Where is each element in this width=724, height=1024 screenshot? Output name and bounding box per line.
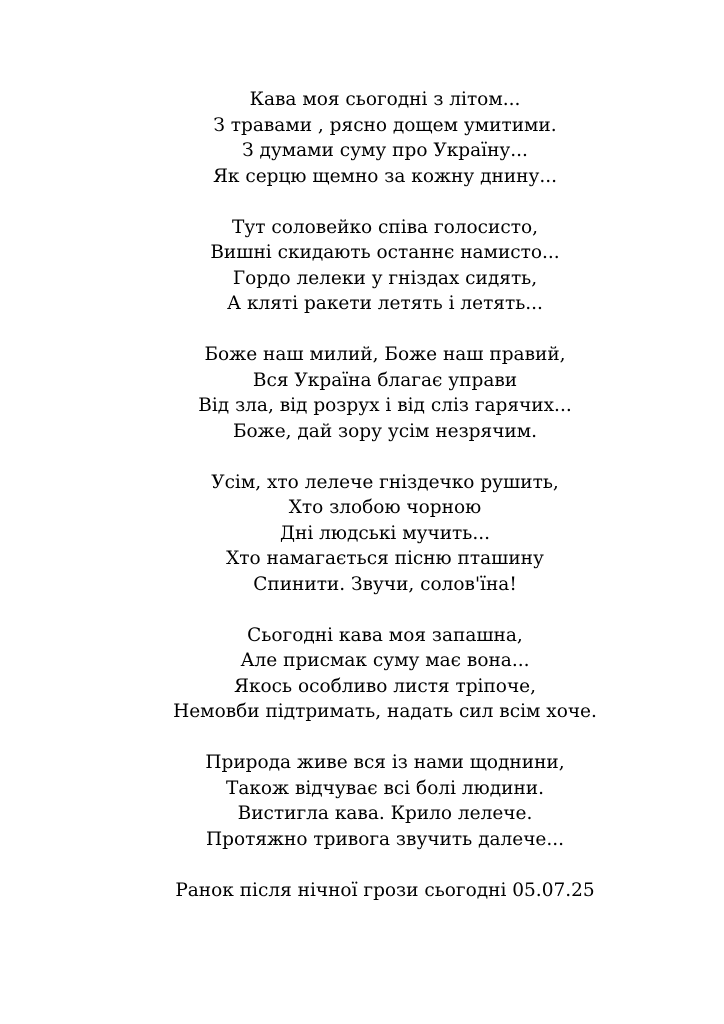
- poem-line: Як серцю щемно за кожну днину...: [212, 165, 558, 187]
- stanza-4: [0, 470, 724, 598]
- poem-line: Якось особливо листя тріпоче,: [234, 675, 536, 697]
- poem-line: З думами суму про Україну...: [242, 140, 528, 161]
- poem-line: Боже, дай зору усім незрячим.: [232, 420, 538, 442]
- poem-line: Усім, хто лелече гніздечко рушить,: [211, 471, 559, 493]
- poem-line: Вся Україна благає управи: [252, 369, 518, 391]
- poem-line: Немовби підтримать, надать сил всім хоче.: [173, 701, 597, 722]
- poem-line: Природа живе вся із нами щоднини,: [205, 752, 565, 773]
- poem-line: Вистигла кава. Крило лелече.: [237, 803, 533, 824]
- poem-line: Тут соловейко співа голосисто,: [232, 216, 538, 238]
- poem-line: Протяжно тривога звучить далече...: [205, 828, 565, 850]
- poem-line: Спинити. Звучи, солов'їна!: [253, 573, 517, 595]
- stanza-5: [0, 623, 724, 725]
- poem-line: З травами , рясно дощем умитими.: [213, 114, 557, 136]
- stanza-1: [0, 87, 724, 189]
- poem-signature: [0, 878, 724, 904]
- poem-line: Хто злобою чорною: [288, 497, 482, 518]
- poem-line: Гордо лелеки у гніздах сидять,: [232, 267, 538, 289]
- poem: [0, 87, 724, 903]
- poem-line: Кава моя сьогодні з літом...: [249, 89, 521, 110]
- stanza-3: [0, 342, 724, 444]
- poem-line: Хто намагається пісню пташину: [226, 548, 544, 569]
- poem-line: Але присмак суму має вона...: [240, 650, 530, 671]
- poem-line: Сьогодні кава моя запашна,: [247, 624, 523, 646]
- signature-line: Ранок після нічної грози сьогодні 05.07.25: [175, 879, 595, 901]
- poem-line: Дні людські мучить...: [280, 522, 490, 544]
- poem-line: Боже наш милий, Боже наш правий,: [204, 344, 566, 365]
- stanza-6: [0, 750, 724, 852]
- poem-line: Від зла, від розрух і від сліз гарячих...: [198, 395, 572, 416]
- poem-line: А кляті ракети летять і летять...: [227, 293, 543, 314]
- poem-line: Також відчуває всі болі людини.: [225, 777, 544, 799]
- poem-line: Вишні скидають останнє намисто...: [210, 242, 560, 263]
- stanza-2: [0, 215, 724, 317]
